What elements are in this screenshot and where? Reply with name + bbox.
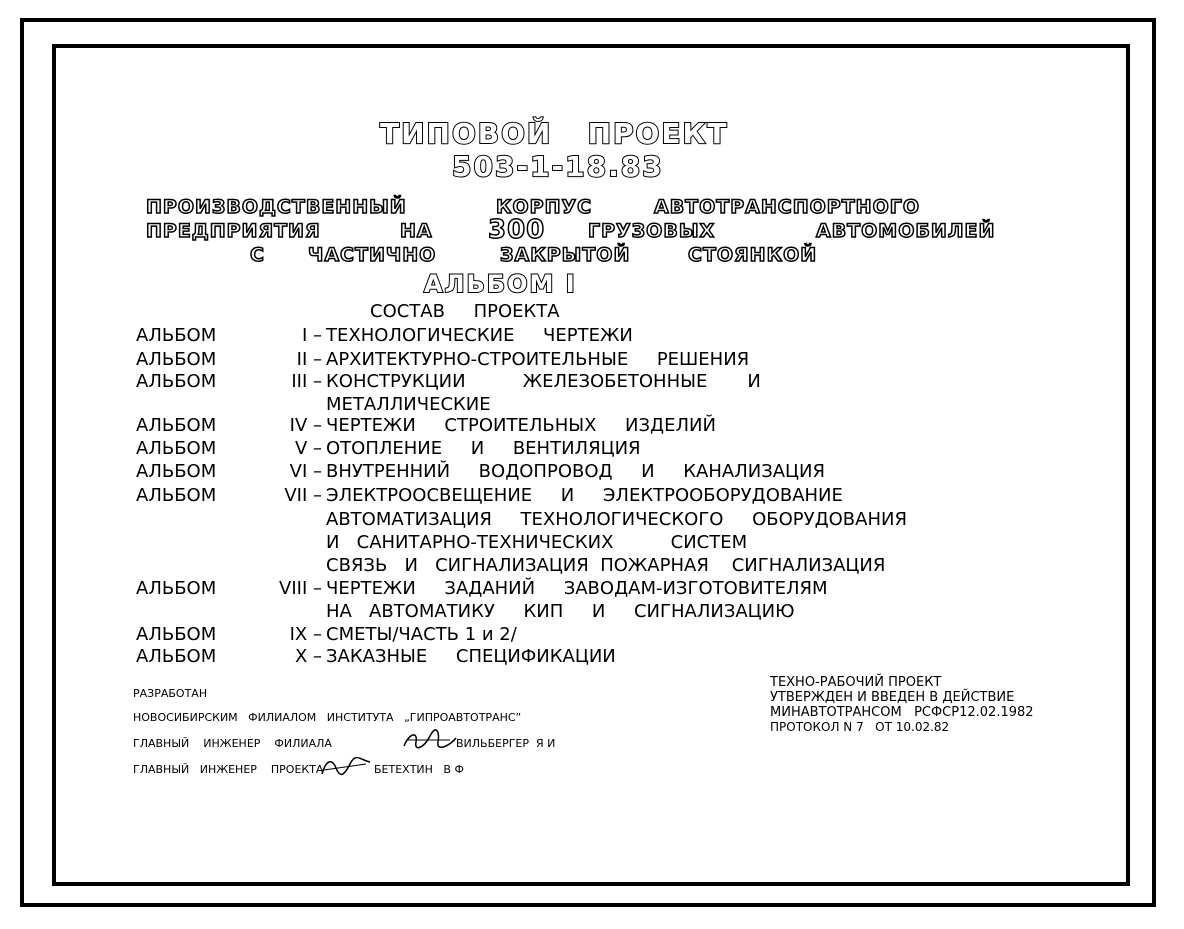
- album-description-line: ЗАКАЗНЫЕ СПЕЦИФИКАЦИИ: [326, 646, 616, 667]
- developer-line4a: ГЛАВНЫЙ ИНЖЕНЕР ПРОЕКТА: [133, 763, 324, 776]
- album-description-line: АРХИТЕКТУРНО-СТРОИТЕЛЬНЫЕ РЕШЕНИЯ: [326, 349, 750, 370]
- album-label: АЛЬБОМ: [136, 349, 217, 370]
- album-label: АЛЬБОМ: [136, 485, 217, 506]
- album-label: АЛЬБОМ: [136, 624, 217, 645]
- title-line2: 503-1-18.83: [452, 150, 664, 183]
- album-label: АЛЬБОМ: [136, 578, 217, 599]
- subtitle-word: ЧАСТИЧНО: [308, 244, 437, 266]
- subtitle-word: НА: [400, 220, 433, 242]
- approval-line1: ТЕХНО-РАБОЧИЙ ПРОЕКТ: [770, 675, 942, 690]
- album-number: VI –: [289, 461, 322, 482]
- album-label: АЛЬБОМ: [136, 461, 217, 482]
- album-number: VIII –: [279, 578, 322, 599]
- album-description-line: МЕТАЛЛИЧЕСКИЕ: [326, 394, 491, 415]
- album-number: IX –: [289, 624, 322, 645]
- album-number: II –: [296, 349, 322, 370]
- approval-line3: МИНАВТОТРАНСОМ РСФСР12.02.1982: [770, 705, 1034, 720]
- album-number: IV –: [289, 415, 322, 436]
- approval-line4: ПРОТОКОЛ N 7 ОТ 10.02.82: [770, 720, 950, 734]
- album-description-line: ВНУТРЕННИЙ ВОДОПРОВОД И КАНАЛИЗАЦИЯ: [326, 461, 825, 482]
- signature-chief-engineer-project: [318, 754, 374, 778]
- album-description-line: ТЕХНОЛОГИЧЕСКИЕ ЧЕРТЕЖИ: [326, 325, 633, 346]
- album-number: VII –: [284, 485, 322, 506]
- developer-line4b: БЕТЕХТИН В Ф: [374, 763, 464, 776]
- album-description-line: СВЯЗЬ И СИГНАЛИЗАЦИЯ ПОЖАРНАЯ СИГНАЛИЗАЦИЯ: [326, 555, 886, 576]
- subtitle-word: АВТОМОБИЛЕЙ: [816, 220, 996, 242]
- album-description-line: ЭЛЕКТРООСВЕЩЕНИЕ И ЭЛЕКТРООБОРУДОВАНИЕ: [326, 485, 843, 506]
- album-description-line: ЧЕРТЕЖИ ЗАДАНИЙ ЗАВОДАМ-ИЗГОТОВИТЕЛЯМ: [326, 578, 828, 599]
- subtitle-word: СТОЯНКОЙ: [688, 244, 818, 266]
- subtitle-word: 300: [488, 215, 546, 245]
- subtitle-word: ЗАКРЫТОЙ: [500, 244, 631, 266]
- album-heading: АЛЬБОМ I: [424, 270, 577, 298]
- album-description-line: СМЕТЫ/ЧАСТЬ 1 и 2/: [326, 624, 517, 645]
- subtitle-word: ПРЕДПРИЯТИЯ: [146, 220, 321, 242]
- signature-chief-engineer-branch: [400, 728, 460, 752]
- subtitle-word: С: [250, 244, 265, 266]
- album-description-line: ЧЕРТЕЖИ СТРОИТЕЛЬНЫХ ИЗДЕЛИЙ: [326, 415, 716, 436]
- developer-line1: РАЗРАБОТАН: [133, 687, 208, 700]
- subtitle-word: ПРОИЗВОДСТВЕННЫЙ: [146, 196, 407, 218]
- album-number: III –: [291, 371, 322, 392]
- album-number: I –: [301, 325, 322, 346]
- approval-line2: УТВЕРЖДЕН И ВВЕДЕН В ДЕЙСТВИЕ: [770, 690, 1015, 705]
- developer-line3a: ГЛАВНЫЙ ИНЖЕНЕР ФИЛИАЛА: [133, 737, 332, 750]
- album-number: X –: [294, 646, 322, 667]
- album-number: V –: [294, 438, 322, 459]
- album-label: АЛЬБОМ: [136, 438, 217, 459]
- album-description-line: ОТОПЛЕНИЕ И ВЕНТИЛЯЦИЯ: [326, 438, 641, 459]
- composition-heading: СОСТАВ ПРОЕКТА: [370, 301, 560, 322]
- developer-line2: НОВОСИБИРСКИМ ФИЛИАЛОМ ИНСТИТУТА „ГИПРОАВТОТРАНС”: [133, 711, 522, 724]
- subtitle-word: ГРУЗОВЫХ: [588, 220, 716, 242]
- album-label: АЛЬБОМ: [136, 371, 217, 392]
- album-description-line: КОНСТРУКЦИИ ЖЕЛЕЗОБЕТОННЫЕ И: [326, 371, 761, 392]
- subtitle-word: КОРПУС: [496, 196, 593, 218]
- album-label: АЛЬБОМ: [136, 646, 217, 667]
- album-label: АЛЬБОМ: [136, 415, 217, 436]
- title-line1: ТИПОВОЙ ПРОЕКТ: [380, 117, 729, 150]
- album-description-line: НА АВТОМАТИКУ КИП И СИГНАЛИЗАЦИЮ: [326, 601, 795, 622]
- subtitle-word: АВТОТРАНСПОРТНОГО: [654, 196, 920, 218]
- album-description-line: АВТОМАТИЗАЦИЯ ТЕХНОЛОГИЧЕСКОГО ОБОРУДОВАНИЯ: [326, 509, 907, 530]
- album-description-line: И САНИТАРНО-ТЕХНИЧЕСКИХ СИСТЕМ: [326, 532, 748, 553]
- developer-line3b: ВИЛЬБЕРГЕР Я И: [456, 737, 556, 750]
- album-label: АЛЬБОМ: [136, 325, 217, 346]
